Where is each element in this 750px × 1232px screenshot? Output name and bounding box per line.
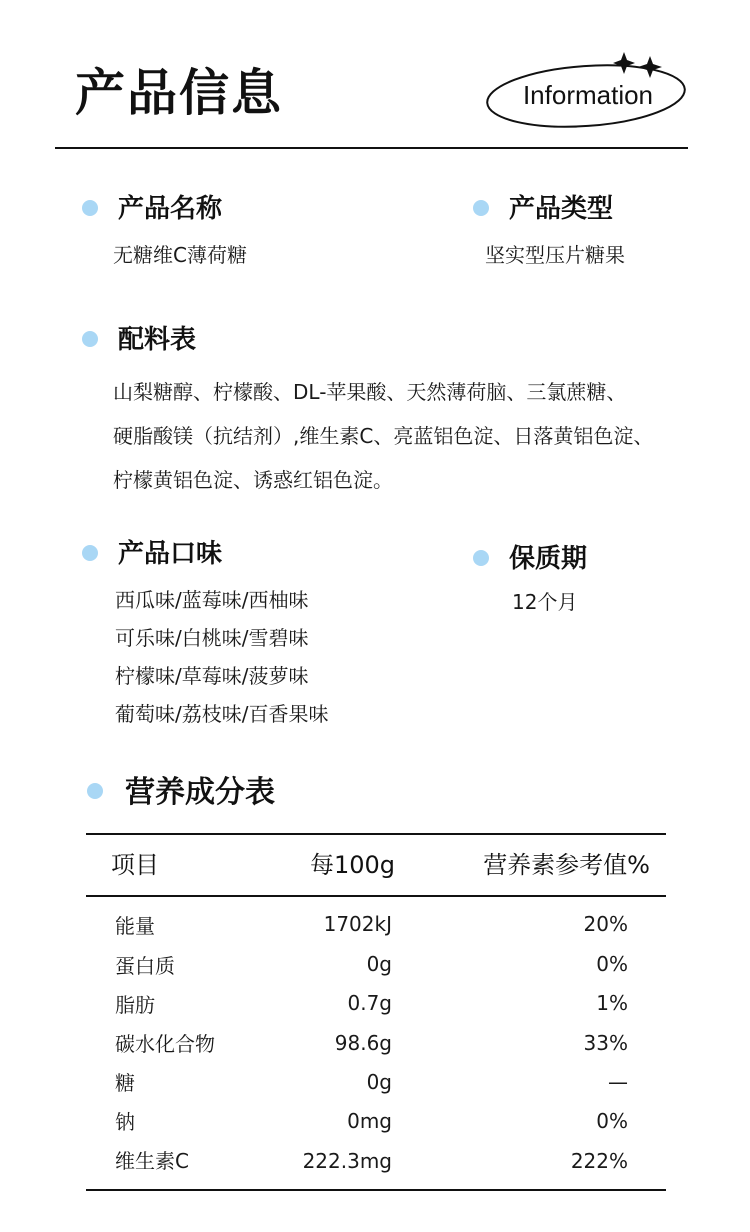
ingredients-line: 硬脂酸镁（抗结剂）,维生素C、亮蓝铝色淀、日落黄铝色淀、 [113,424,654,448]
table-header-nrv: 营养素参考值% [483,851,650,879]
table-cell-amount: 0g [366,1070,392,1094]
table-header-rule [86,895,666,897]
product-name-label: 产品名称 [118,194,223,224]
product-type-value: 坚实型压片糖果 [485,243,625,267]
table-bottom-rule [86,1189,666,1191]
page-title: 产品信息 [75,64,283,122]
table-cell-item: 碳水化合物 [115,1032,215,1056]
bullet-dot [87,783,103,799]
table-cell-nrv: — [608,1070,628,1094]
ingredients-line: 柠檬黄铝色淀、诱惑红铝色淀。 [113,468,393,492]
table-cell-amount: 1702kJ [323,912,392,936]
table-cell-amount: 0.7g [347,991,392,1015]
table-cell-nrv: 0% [596,1109,628,1133]
shelf-life-label: 保质期 [509,544,588,574]
sparkle-icon [613,52,635,74]
table-cell-item: 脂肪 [115,993,155,1017]
bullet-dot [82,545,98,561]
nutrition-label: 营养成分表 [125,775,275,810]
sparkle-icon [638,56,662,78]
flavor-line: 葡萄味/荔枝味/百香果味 [115,702,329,726]
table-cell-amount: 98.6g [334,1031,392,1055]
flavor-line: 可乐味/白桃味/雪碧味 [115,626,309,650]
bullet-dot [473,550,489,566]
flavors-label: 产品口味 [118,539,223,569]
table-cell-item: 钠 [115,1110,135,1134]
badge-text: Information [522,80,654,110]
table-cell-item: 维生素C [115,1149,189,1173]
table-cell-item: 糖 [115,1071,135,1095]
table-cell-nrv: 20% [583,912,628,936]
table-cell-amount: 222.3mg [302,1149,392,1173]
bullet-dot [82,200,98,216]
table-cell-nrv: 0% [596,952,628,976]
shelf-life-value: 12个月 [512,590,578,614]
ingredients-line: 山梨糖醇、柠檬酸、DL-苹果酸、天然薄荷脑、三氯蔗糖、 [113,380,627,404]
table-cell-nrv: 1% [596,991,628,1015]
ingredients-label: 配料表 [118,325,197,355]
table-cell-amount: 0mg [347,1109,392,1133]
product-type-label: 产品类型 [509,194,614,224]
product-name-value: 无糖维C薄荷糖 [113,243,247,267]
flavor-line: 西瓜味/蓝莓味/西柚味 [115,588,309,612]
ingredients-list [113,370,713,502]
table-cell-nrv: 222% [570,1149,628,1173]
table-header-item: 项目 [111,851,159,879]
bullet-dot [82,331,98,347]
flavors-list [115,581,328,733]
information-badge [484,46,694,134]
bullet-dot [473,200,489,216]
table-cell-amount: 0g [366,952,392,976]
table-cell-nrv: 33% [583,1031,628,1055]
flavor-line: 柠檬味/草莓味/菠萝味 [115,664,309,688]
table-cell-item: 蛋白质 [115,954,175,978]
table-top-rule [86,833,666,835]
table-cell-item: 能量 [115,914,155,938]
header-divider [55,147,688,149]
table-header-per100g: 每100g [309,851,395,879]
